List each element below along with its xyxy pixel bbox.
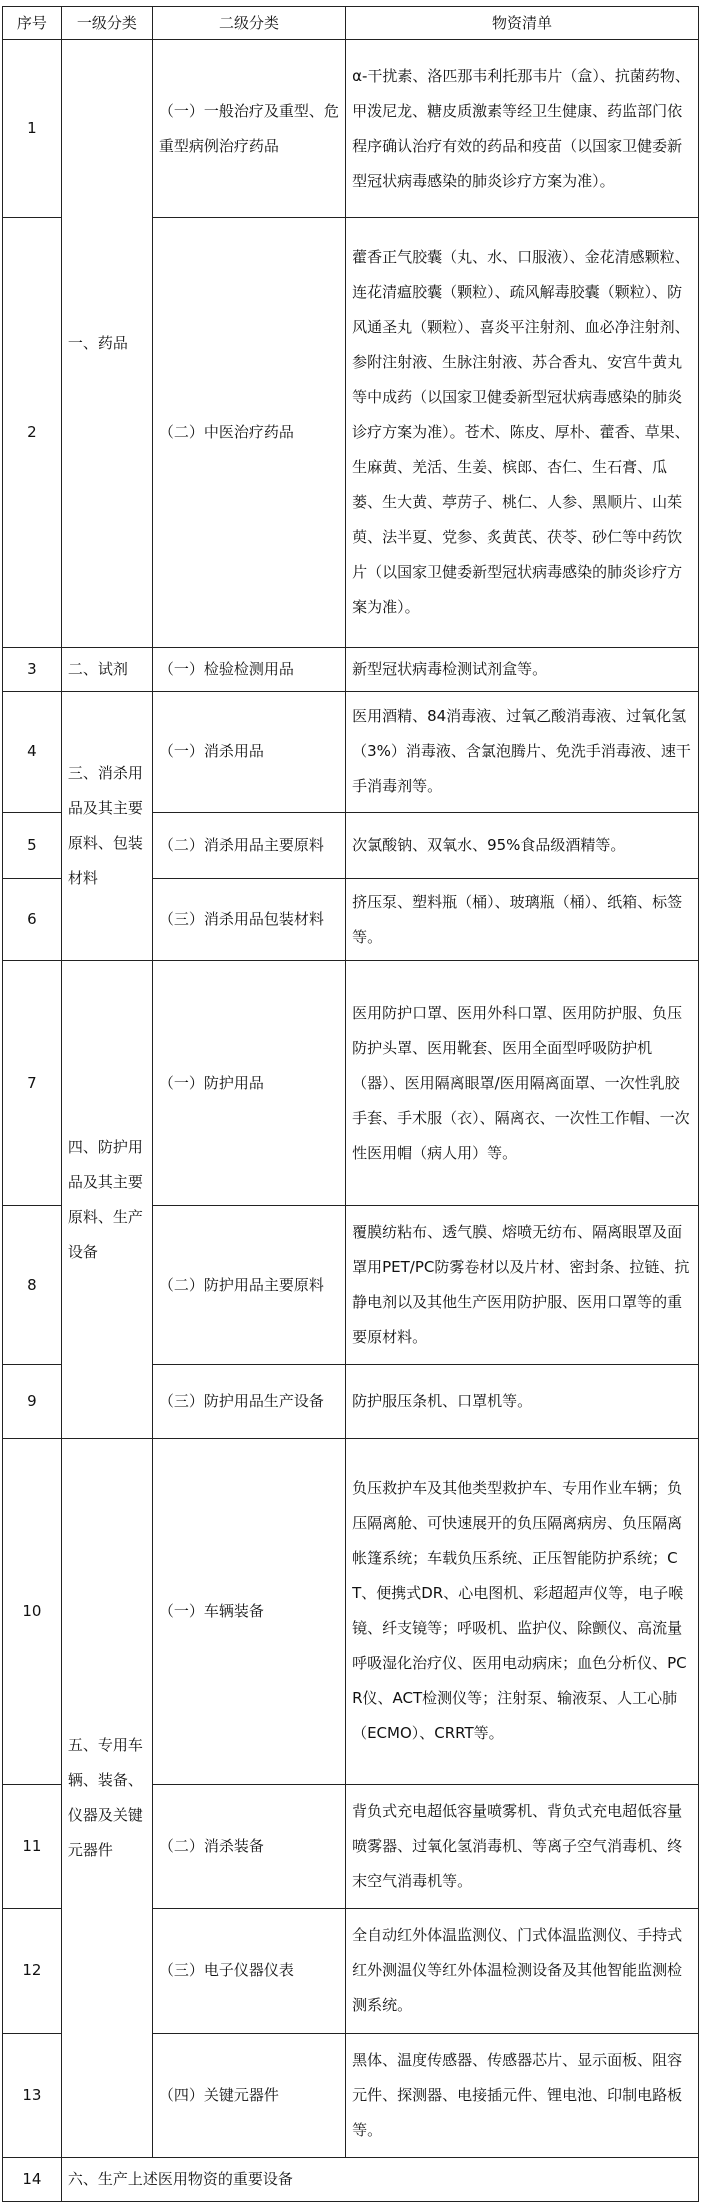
level1-protect: 四、防护用品及其主要原料、生产设备 xyxy=(61,961,152,1439)
row-no: 5 xyxy=(3,812,62,878)
level2-cell: （一）车辆装备 xyxy=(152,1439,345,1785)
list-cell: α-干扰素、洛匹那韦利托那韦片（盒）、抗菌药物、甲泼尼龙、糖皮质激素等经卫生健康、药监部门依程序确认治疗有效的药品和疫苗（以国家卫健委新型冠状病毒感染的肺炎诊疗方案为准）。 xyxy=(346,40,699,218)
table-row xyxy=(3,40,699,218)
level2-cell: （一）防护用品 xyxy=(152,961,345,1205)
level2-cell: （一）检验检测用品 xyxy=(152,647,345,691)
level2-cell: （二）消杀装备 xyxy=(152,1784,345,1908)
row-no: 13 xyxy=(3,2033,62,2157)
row-no: 12 xyxy=(3,1909,62,2033)
level2-cell: （三）消杀用品包装材料 xyxy=(152,878,345,961)
header-no: 序号 xyxy=(3,7,62,40)
list-cell: 次氯酸钠、双氧水、95%食品级酒精等。 xyxy=(346,812,699,878)
level2-cell: （二）防护用品主要原料 xyxy=(152,1205,345,1365)
list-cell: 全自动红外体温监测仪、门式体温监测仪、手持式红外测温仪等红外体温检测设备及其他智能监测检测系统。 xyxy=(346,1909,699,2033)
list-cell: 黑体、温度传感器、传感器芯片、显示面板、阻容元件、探测器、电接插元件、锂电池、印制电路板等。 xyxy=(346,2033,699,2157)
list-cell: 医用防护口罩、医用外科口罩、医用防护服、负压防护头罩、医用靴套、医用全面型呼吸防护机（器）、医用隔离眼罩/医用隔离面罩、一次性乳胶手套、手术服（衣）、隔离衣、一次性工作帽、一次性医用帽（病人用）等。 xyxy=(346,961,699,1205)
table-row xyxy=(3,691,699,812)
level1-disinfect: 三、消杀用品及其主要原料、包装材料 xyxy=(61,691,152,961)
table-row xyxy=(3,1439,699,1785)
level2-cell: （一）消杀用品 xyxy=(152,691,345,812)
row-no: 2 xyxy=(3,218,62,647)
table-row xyxy=(3,2157,699,2201)
header-list: 物资清单 xyxy=(346,7,699,40)
level1-reagents: 二、试剂 xyxy=(61,647,152,691)
list-cell: 医用酒精、84消毒液、过氧乙酸消毒液、过氧化氢（3%）消毒液、含氯泡腾片、免洗手消毒液、速干手消毒剂等。 xyxy=(346,691,699,812)
level1-drugs: 一、药品 xyxy=(61,40,152,648)
list-cell: 藿香正气胶囊（丸、水、口服液）、金花清感颗粒、连花清瘟胶囊（颗粒）、疏风解毒胶囊（颗粒）、防风通圣丸（颗粒）、喜炎平注射剂、血必净注射剂、参附注射液、生脉注射液、苏合香丸、安宫牛黄丸等中成药（以国家卫健委新型冠状病毒感染的肺炎诊疗方案为准）。苍术、陈皮、厚朴、藿香、草果、生麻黄、羌活、生姜、槟郎、杏仁、生石膏、瓜蒌、生大黄、葶苈子、桃仁、人参、黑顺片、山茱萸、法半夏、党参、炙黄芪、茯苓、砂仁等中药饮片（以国家卫健委新型冠状病毒感染的肺炎诊疗方案为准）。 xyxy=(346,218,699,647)
level2-cell: （四）关键元器件 xyxy=(152,2033,345,2157)
row-no: 14 xyxy=(3,2157,62,2201)
header-row xyxy=(3,7,699,40)
row-no: 10 xyxy=(3,1439,62,1785)
header-level1: 一级分类 xyxy=(61,7,152,40)
row-no: 1 xyxy=(3,40,62,218)
supplies-table xyxy=(2,6,699,2202)
row-no: 11 xyxy=(3,1784,62,1908)
row-no: 7 xyxy=(3,961,62,1205)
header-level2: 二级分类 xyxy=(152,7,345,40)
list-cell: 覆膜纺粘布、透气膜、熔喷无纺布、隔离眼罩及面罩用PET/PC防雾卷材以及片材、密封条、拉链、抗静电剂以及其他生产医用防护服、医用口罩等的重要原材料。 xyxy=(346,1205,699,1365)
row-no: 4 xyxy=(3,691,62,812)
table-row xyxy=(3,647,699,691)
row-no: 3 xyxy=(3,647,62,691)
level2-cell: （一）一般治疗及重型、危重型病例治疗药品 xyxy=(152,40,345,218)
list-cell: 负压救护车及其他类型救护车、专用作业车辆；负压隔离舱、可快速展开的负压隔离病房、负压隔离帐篷系统；车载负压系统、正压智能防护系统；CT、便携式DR、心电图机、彩超超声仪等，电子喉镜、纤支镜等；呼吸机、监护仪、除颤仪、高流量呼吸湿化治疗仪、医用电动病床；血色分析仪、PCR仪、ACT检测仪等；注射泵、输液泵、人工心肺（ECMO）、CRRT等。 xyxy=(346,1439,699,1785)
list-cell: 防护服压条机、口罩机等。 xyxy=(346,1365,699,1439)
level1-vehicles: 五、专用车辆、装备、仪器及关键元器件 xyxy=(61,1439,152,2158)
table-row xyxy=(3,961,699,1205)
row-no: 6 xyxy=(3,878,62,961)
list-cell: 新型冠状病毒检测试剂盒等。 xyxy=(346,647,699,691)
list-cell: 背负式充电超低容量喷雾机、背负式充电超低容量喷雾器、过氧化氢消毒机、等离子空气消毒机、终末空气消毒机等。 xyxy=(346,1784,699,1908)
row-no: 8 xyxy=(3,1205,62,1365)
level1-equipment: 六、生产上述医用物资的重要设备 xyxy=(61,2157,698,2201)
list-cell: 挤压泵、塑料瓶（桶）、玻璃瓶（桶）、纸箱、标签等。 xyxy=(346,878,699,961)
row-no: 9 xyxy=(3,1365,62,1439)
level2-cell: （三）防护用品生产设备 xyxy=(152,1365,345,1439)
level2-cell: （二）消杀用品主要原料 xyxy=(152,812,345,878)
level2-cell: （二）中医治疗药品 xyxy=(152,218,345,647)
level2-cell: （三）电子仪器仪表 xyxy=(152,1909,345,2033)
